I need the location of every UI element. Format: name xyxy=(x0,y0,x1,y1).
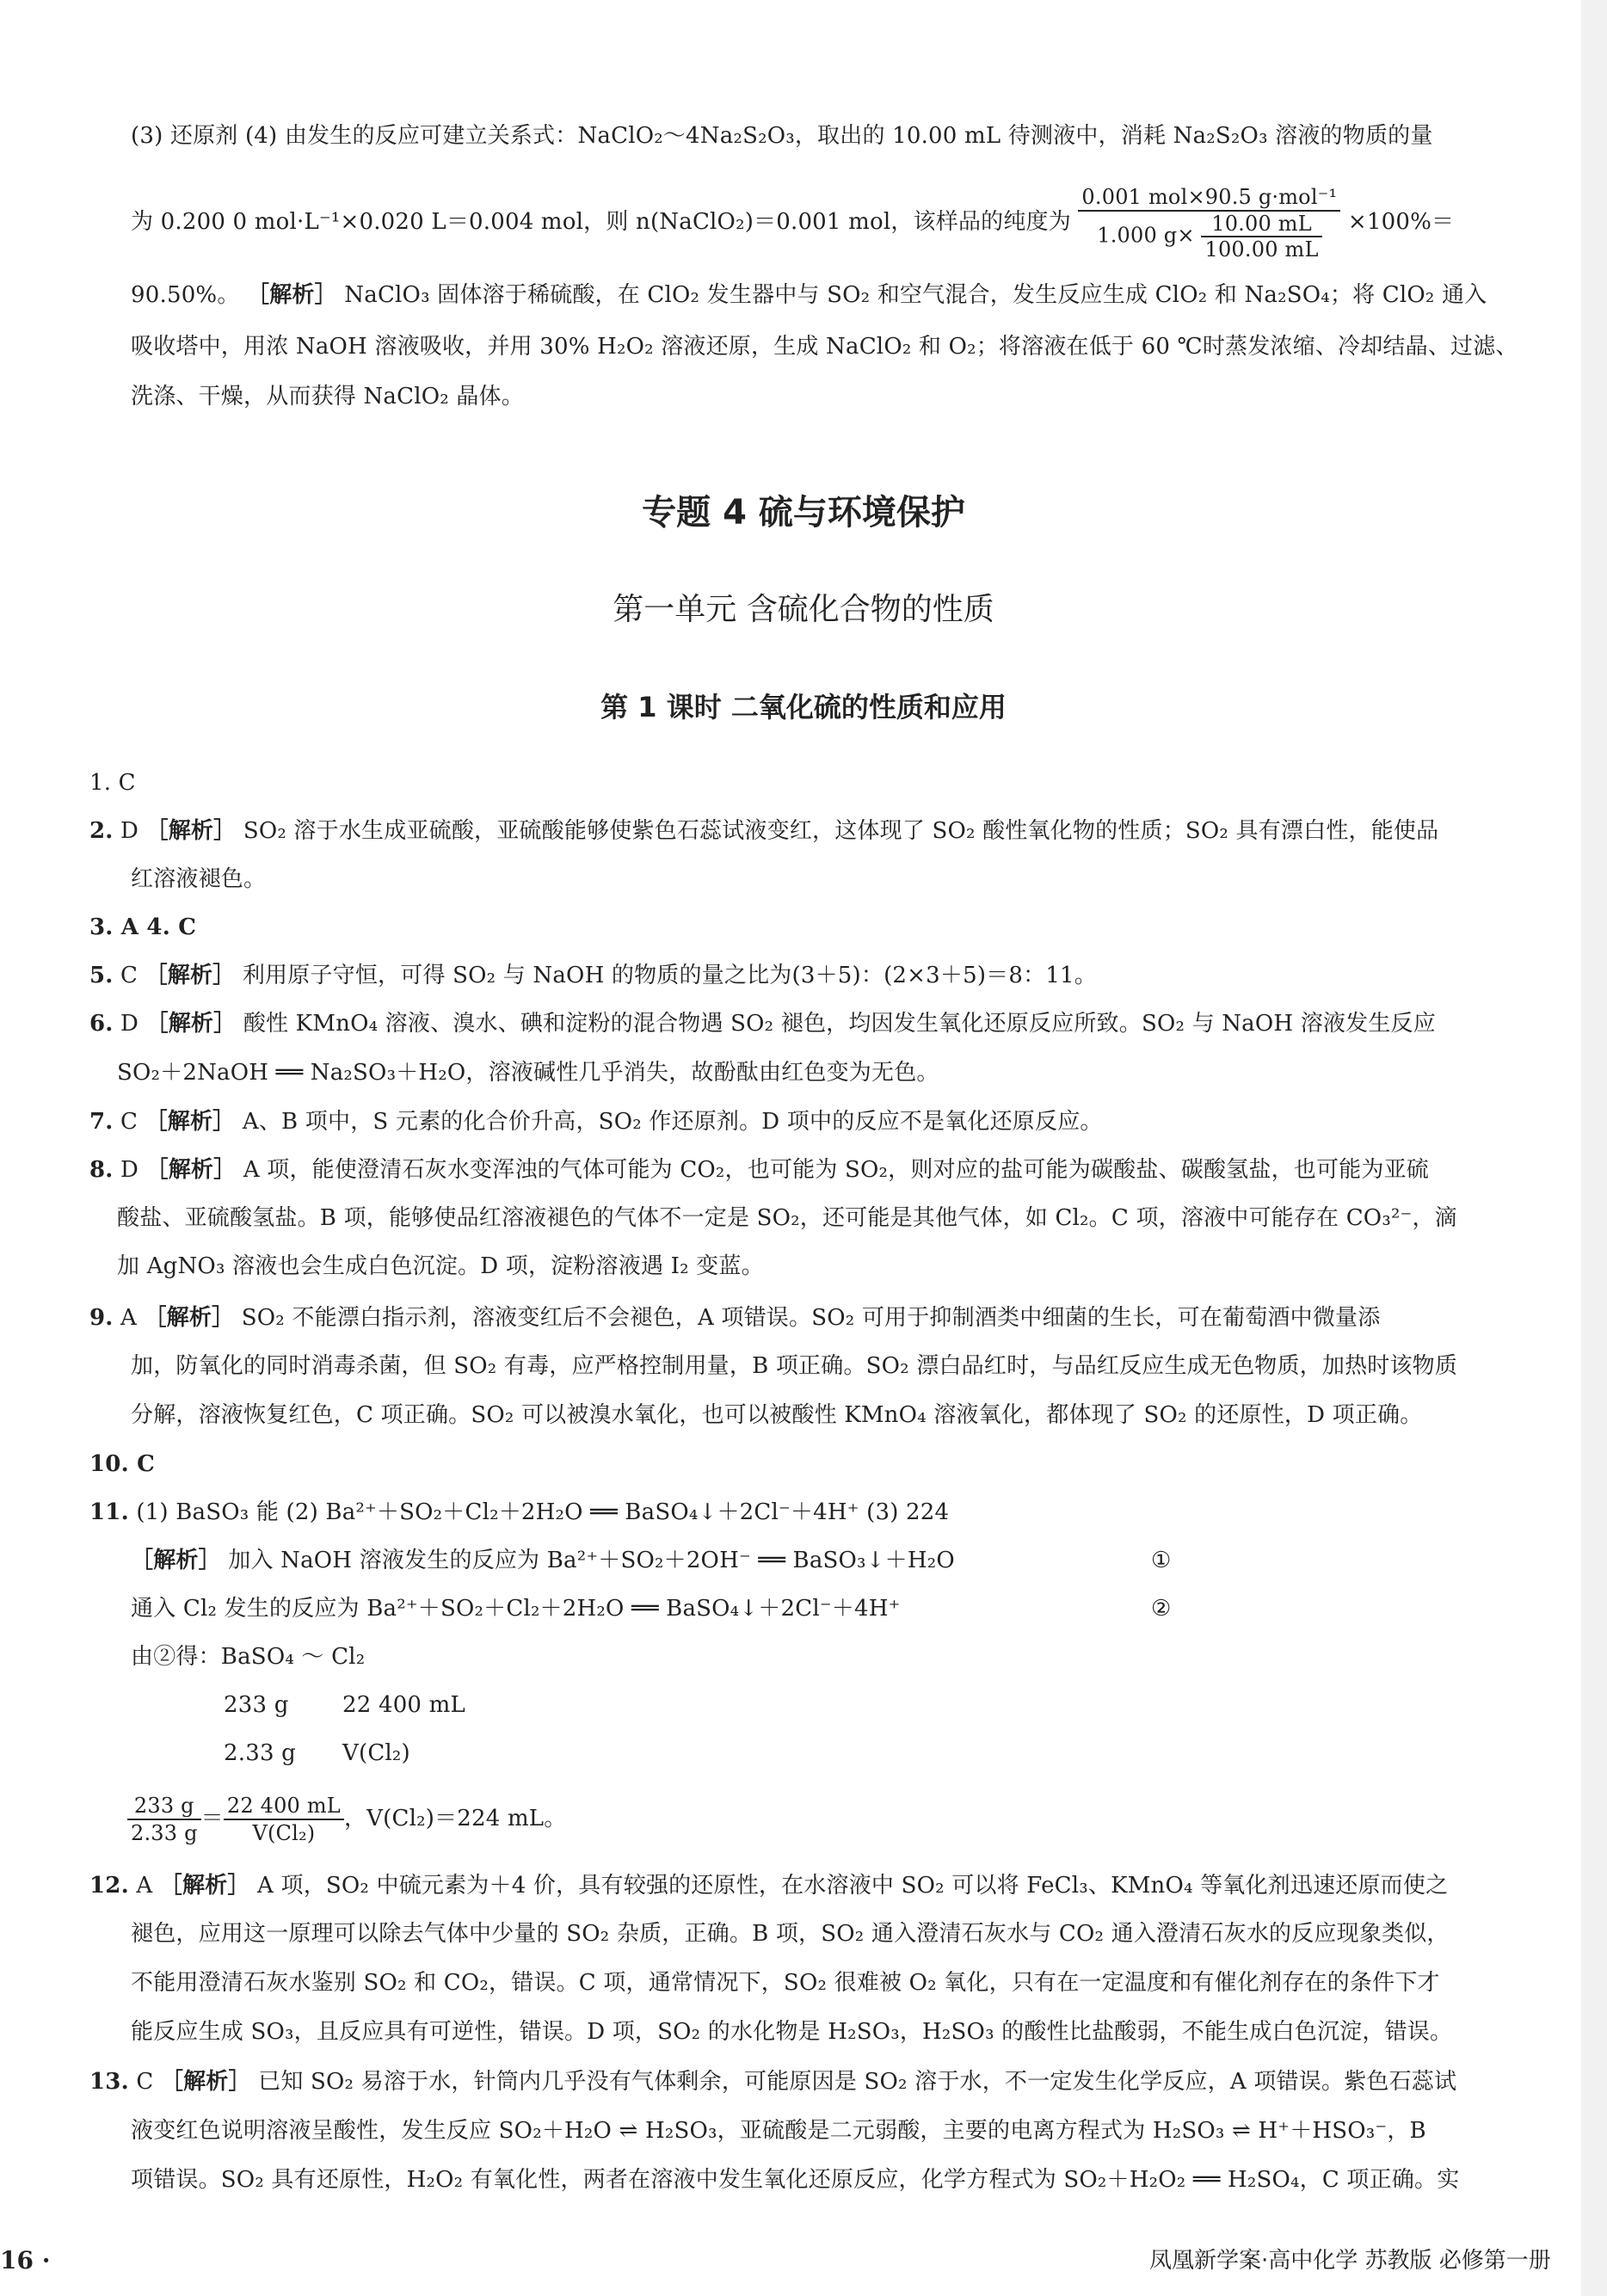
answer-item xyxy=(89,1868,1448,1903)
text-segment: A 项，SO₂ 中硫元素为＋4 价，具有较强的还原性，在水溶液中 SO₂ 可以将 FeCl₃、KMnO₄ 等氧化剂迅速还原而使之 xyxy=(257,1873,1449,1899)
inner-denominator: 100.00 mL xyxy=(1204,237,1319,262)
analysis-tag: ［解析］ xyxy=(159,1873,250,1899)
lesson-title: 第 1 课时 二氧化硫的性质和应用 xyxy=(600,691,1007,723)
text-segment: 为 0.200 0 mol·L⁻¹×0.020 L＝0.004 mol，则 n(NaClO₂)＝0.001 mol，该样品的纯度为 xyxy=(131,209,1071,235)
question-number: 2. xyxy=(89,818,114,844)
text-line: 不能用澄清石灰水鉴别 SO₂ 和 CO₂，错误。C 项，通常情况下，SO₂ 很难被 O₂ 氧化，只有在一定温度和有催化剂存在的条件下才 xyxy=(131,1970,1440,1996)
answer-item xyxy=(89,958,1097,993)
text-segment: SO₂ 溶于水生成亚硫酸，亚硫酸能够使紫色石蕊试液变红，这体现了 SO₂ 酸性氧化物的性质；SO₂ 具有漂白性，能使品 xyxy=(243,818,1439,844)
answer-item xyxy=(89,2065,1456,2099)
text-line: 2.33 g xyxy=(224,1740,296,1766)
answer-item xyxy=(89,1495,949,1530)
question-number: 9. xyxy=(89,1305,114,1331)
text-segment: NaClO₃ 固体溶于稀硫酸，在 ClO₂ 发生器中与 SO₂ 和空气混合，发生反应生成 ClO₂ 和 Na₂SO₄；将 ClO₂ 通入 xyxy=(344,282,1487,308)
analysis-tag: ［解析］ xyxy=(247,282,337,308)
fraction-numerator: 233 g xyxy=(127,1793,201,1820)
text-line: 液变红色说明溶液呈酸性，发生反应 SO₂＋H₂O ⇌ H₂SO₃，亚硫酸是二元弱酸，主要的电离方程式为 H₂SO₃ ⇌ H⁺＋HSO₃⁻，B xyxy=(131,2118,1426,2144)
analysis-tag: ［解析］ xyxy=(145,1157,237,1183)
text-segment: SO₂ 不能漂白指示剂，溶液变红后不会褪色，A 项错误。SO₂ 可用于抑制酒类中细菌的生长，可在葡萄酒中微量添 xyxy=(241,1305,1381,1331)
text-segment: A、B 项中，S 元素的化合价升高，SO₂ 作还原剂。D 项中的反应不是氧化还原反应。 xyxy=(242,1109,1103,1135)
text-segment: 利用原子守恒，可得 SO₂ 与 NaOH 的物质的量之比为(3＋5)：(2×3＋5)＝8：11。 xyxy=(242,963,1098,988)
fraction-right xyxy=(224,1793,344,1846)
fraction-denominator-text: 1.000 g× xyxy=(1097,223,1195,248)
fraction-left xyxy=(127,1793,201,1846)
answer-item xyxy=(89,1006,1436,1041)
equation-mark: ② xyxy=(1151,1596,1172,1622)
text-line xyxy=(131,1543,955,1578)
text-line: 加 AgNO₃ 溶液也会生成白色沉淀。D 项，淀粉溶液遇 I₂ 变蓝。 xyxy=(117,1253,764,1279)
purity-fraction xyxy=(1078,184,1340,262)
analysis-tag: ［解析］ xyxy=(145,1109,236,1135)
question-number: 8. xyxy=(89,1157,114,1183)
text-segment: (1) BaSO₃ 能 (2) Ba²⁺＋SO₂＋Cl₂＋2H₂O ══ BaSO₄↓＋2Cl⁻＋4H⁺ (3) 224 xyxy=(136,1499,950,1525)
proportion-line xyxy=(127,1793,566,1846)
book-title: 凤凰新学案·高中化学 苏教版 必修第一册 xyxy=(1149,2248,1551,2274)
question-number: 11. xyxy=(89,1499,129,1525)
text-segment: ×100%＝ xyxy=(1347,209,1455,235)
analysis-tag: ［解析］ xyxy=(144,1305,235,1331)
text-line: (3) 还原剂 (4) 由发生的反应可建立关系式：NaClO₂～4Na₂S₂O₃，取出的 10.00 mL 待测液中，消耗 Na₂S₂O₃ 溶液的物质的量 xyxy=(131,123,1433,149)
text-segment: 90.50%。 xyxy=(131,282,240,308)
answer-item: 1. C xyxy=(89,770,136,796)
text-segment: 酸性 KMnO₄ 溶液、溴水、碘和淀粉的混合物遇 SO₂ 褪色，均因发生氧化还原反应所致。SO₂ 与 NaOH 溶液发生反应 xyxy=(243,1011,1436,1037)
answer-choice: D xyxy=(120,1157,139,1183)
answer-choice: C xyxy=(120,963,139,988)
analysis-tag: ［解析］ xyxy=(145,818,237,844)
text-segment: 已知 SO₂ 易溶于水，针筒内几乎没有气体剩余，可能原因是 SO₂ 溶于水，不一定发生化学反应，A 项错误。紫色石蕊试 xyxy=(258,2069,1457,2095)
question-number: 6. xyxy=(89,1011,114,1037)
answer-item: 3. A 4. C xyxy=(89,914,197,940)
text-line: SO₂＋2NaOH ══ Na₂SO₃＋H₂O，溶液碱性几乎消失，故酚酞由红色变为无色。 xyxy=(117,1060,939,1086)
text-segment: ，V(Cl₂)＝224 mL。 xyxy=(343,1806,567,1831)
question-number: 5. xyxy=(89,963,114,988)
text-line: 项错误。SO₂ 具有还原性，H₂O₂ 有氧化性，两者在溶液中发生氧化还原反应，化学方程式为 SO₂＋H₂O₂ ══ H₂SO₄，C 项正确。实 xyxy=(131,2167,1460,2193)
page-edge xyxy=(1581,0,1607,2296)
answer-choice: C xyxy=(120,1109,139,1135)
analysis-tag: ［解析］ xyxy=(160,2069,251,2095)
text-line: 吸收塔中，用浓 NaOH 溶液吸收，并用 30% H₂O₂ 溶液还原，生成 NaClO₂ 和 O₂；将溶液在低于 60 ℃时蒸发浓缩、冷却结晶、过滤、 xyxy=(131,334,1518,360)
analysis-tag: ［解析］ xyxy=(145,963,236,988)
fraction-denominator xyxy=(1078,212,1340,262)
fraction-denominator: V(Cl₂) xyxy=(252,1821,316,1845)
text-line: 分解，溶液恢复红色，C 项正确。SO₂ 可以被溴水氧化，也可以被酸性 KMnO₄ 溶液氧化，都体现了 SO₂ 的还原性，D 项正确。 xyxy=(131,1402,1423,1428)
text-line xyxy=(131,184,1454,262)
text-line: 洗涤、干燥，从而获得 NaClO₂ 晶体。 xyxy=(131,384,524,409)
text-line: 22 400 mL xyxy=(342,1692,465,1718)
fraction-numerator: 22 400 mL xyxy=(224,1793,344,1820)
equals-sign: ＝ xyxy=(200,1806,224,1831)
answer-choice: A xyxy=(120,1305,137,1331)
text-line: 能反应生成 SO₃，且反应具有可逆性，错误。D 项，SO₂ 的水化物是 H₂SO₃，H₂SO₃ 的酸性比盐酸弱，不能生成白色沉淀，错误。 xyxy=(131,2019,1453,2045)
analysis-tag: ［解析］ xyxy=(145,1011,237,1037)
answer-item xyxy=(89,1153,1429,1187)
text-line: 233 g xyxy=(224,1692,289,1718)
text-line: 通入 Cl₂ 发生的反应为 Ba²⁺＋SO₂＋Cl₂＋2H₂O ══ BaSO₄↓＋2Cl⁻＋4H⁺ xyxy=(131,1596,901,1622)
page-number: 16 · xyxy=(0,2246,51,2274)
text-line: V(Cl₂) xyxy=(342,1740,410,1766)
answer-item xyxy=(89,814,1438,848)
text-line xyxy=(131,278,1487,312)
inner-fraction xyxy=(1201,212,1321,262)
text-line: 褪色，应用这一原理可以除去气体中少量的 SO₂ 杂质，正确。B 项，SO₂ 通入澄清石灰水与 CO₂ 通入澄清石灰水的反应现象类似， xyxy=(131,1921,1450,1947)
text-line: 加，防氧化的同时消毒杀菌，但 SO₂ 有毒，应严格控制用量，B 项正确。SO₂ 漂白品红时，与品红反应生成无色物质，加热时该物质 xyxy=(131,1353,1458,1379)
answer-item xyxy=(89,1105,1103,1139)
fraction-numerator: 0.001 mol×90.5 g·mol⁻¹ xyxy=(1078,184,1340,212)
text-line: 由②得：BaSO₄ ～ Cl₂ xyxy=(131,1644,366,1670)
text-segment: 加入 NaOH 溶液发生的反应为 Ba²⁺＋SO₂＋2OH⁻ ══ BaSO₃↓＋H₂O xyxy=(228,1548,955,1573)
text-line: 酸盐、亚硫酸氢盐。B 项，能够使品红溶液褪色的气体不一定是 SO₂，还可能是其他气体，如 Cl₂。C 项，溶液中可能存在 CO₃²⁻，滴 xyxy=(117,1205,1457,1231)
answer-choice: C xyxy=(136,2069,154,2095)
answer-item: 10. C xyxy=(89,1451,155,1477)
answer-choice: D xyxy=(120,1011,139,1037)
answer-choice: A xyxy=(136,1873,153,1899)
equation-mark: ① xyxy=(1151,1548,1172,1573)
question-number: 13. xyxy=(89,2069,129,2095)
fraction-denominator: 2.33 g xyxy=(131,1821,198,1845)
inner-numerator: 10.00 mL xyxy=(1201,212,1321,237)
text-line: 红溶液褪色。 xyxy=(131,866,267,892)
unit-title: 第一单元 含硫化合物的性质 xyxy=(613,592,994,627)
answer-choice: D xyxy=(120,818,139,844)
text-segment: A 项，能使澄清石灰水变浑浊的气体可能为 CO₂，也可能为 SO₂，则对应的盐可能为碳酸盐、碳酸氢盐，也可能为亚硫 xyxy=(243,1157,1429,1183)
topic-title: 专题 4 硫与环境保护 xyxy=(642,493,965,532)
question-number: 7. xyxy=(89,1109,114,1135)
analysis-tag: ［解析］ xyxy=(131,1548,221,1573)
answer-item xyxy=(89,1301,1380,1335)
question-number: 12. xyxy=(89,1873,129,1899)
